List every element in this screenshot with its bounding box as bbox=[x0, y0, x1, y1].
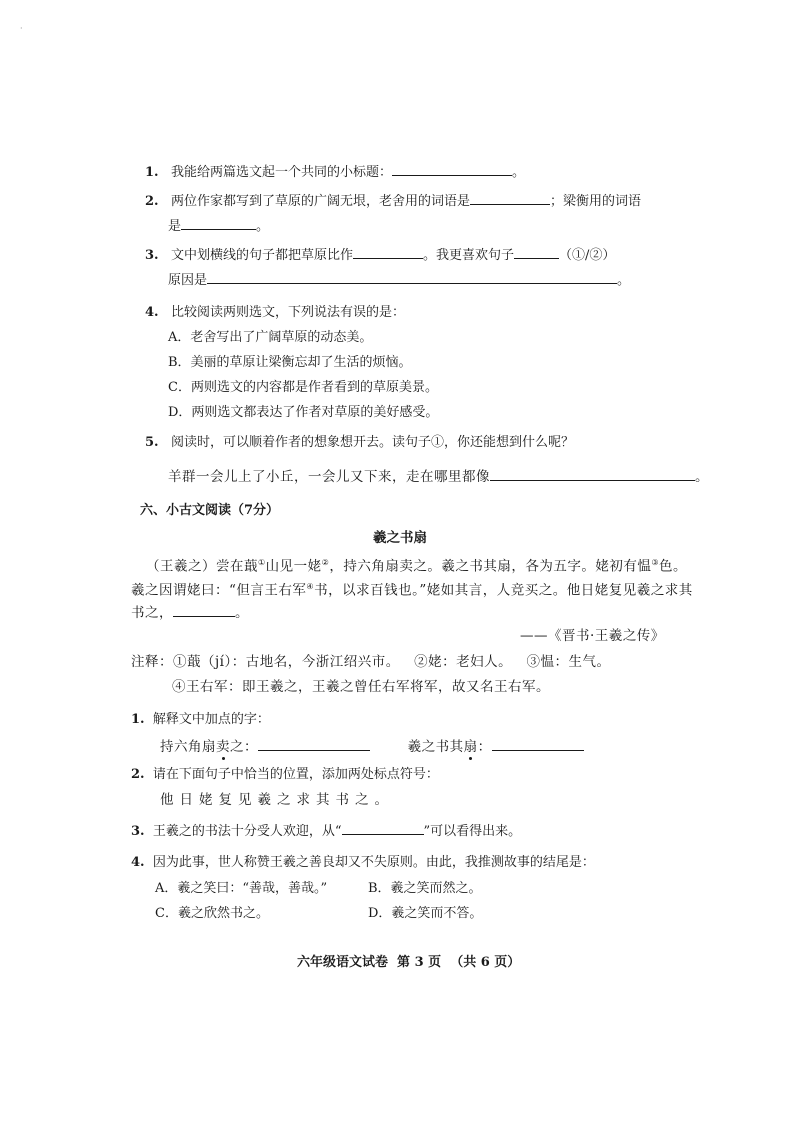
answer-blank[interactable] bbox=[181, 217, 256, 230]
question-6-1 bbox=[131, 712, 270, 728]
answer-blank[interactable] bbox=[342, 822, 424, 835]
question-5-2 bbox=[145, 192, 641, 210]
note-4: ④王右军：即王羲之，王羲之曾任右军将军，故又名王右军。 bbox=[172, 679, 550, 695]
passage-text: 书之， bbox=[131, 605, 173, 621]
question-text: 王羲之的书法十分受人欢迎，从“ bbox=[152, 824, 342, 839]
note-marker: ① bbox=[258, 558, 266, 567]
dotted-char: 卖 bbox=[216, 739, 230, 755]
question-5-3-line2 bbox=[168, 271, 630, 289]
answer-blank[interactable] bbox=[258, 738, 370, 751]
passage-title: 羲之书扇 bbox=[373, 530, 427, 546]
question-text: 因为此事，世人称赞王羲之善良却又不失原则。由此，我推测故事的结尾是： bbox=[152, 855, 595, 870]
question-number: 5. bbox=[145, 435, 159, 450]
question-6-1-items bbox=[160, 738, 584, 755]
option-c[interactable]: C．两则选文的内容都是作者看到的草原美景。 bbox=[168, 380, 438, 395]
question-number: 1. bbox=[145, 165, 159, 180]
question-text-line2: 是 bbox=[168, 219, 182, 234]
question-6-4 bbox=[131, 855, 595, 871]
option-a[interactable]: A．老舍写出了广阔草原的动态美。 bbox=[168, 330, 373, 345]
answer-blank[interactable] bbox=[514, 246, 559, 259]
period: 。 bbox=[617, 273, 631, 288]
passage-text: ，持六角扇卖之。羲之书其扇，各为五字。姥初有愠 bbox=[329, 558, 652, 575]
passage-source: ——《晋书·王羲之传》 bbox=[520, 628, 665, 644]
note-1: ①蕺（jí）：古地名，今浙江绍兴市。 bbox=[173, 654, 400, 670]
passage-text: 色。 bbox=[659, 558, 688, 575]
period: 。 bbox=[235, 605, 249, 621]
question-number: 4. bbox=[145, 305, 159, 320]
option-c[interactable]: C．羲之欣然书之。 bbox=[155, 906, 269, 921]
choice-hint: （①/②） bbox=[559, 248, 616, 263]
question-number: 1. bbox=[131, 712, 145, 727]
passage-text: （王羲之）尝在蕺 bbox=[146, 558, 258, 575]
question-text: 请在下面句子中恰当的位置，添加两处标点符号： bbox=[152, 767, 439, 782]
note-marker: ③ bbox=[651, 558, 660, 567]
punctuation-sentence[interactable]: 他日姥复见羲之求其书之。 bbox=[160, 792, 394, 808]
option-b[interactable]: B．羲之笑而然之。 bbox=[368, 881, 482, 896]
question-5-5-answer bbox=[168, 468, 709, 485]
question-6-3 bbox=[131, 822, 521, 840]
question-text-cont: ；梁衡用的词语 bbox=[550, 194, 642, 209]
question-text-cont: 。我更喜欢句子 bbox=[423, 248, 515, 263]
answer-blank[interactable] bbox=[492, 738, 584, 751]
passage-text: 书，以求百钱也。”姥如其言，人竞买之。他日姥复见羲之求其 bbox=[314, 582, 693, 599]
question-5-3 bbox=[145, 246, 615, 264]
option-a[interactable]: A．羲之笑曰：“善哉，善哉。” bbox=[155, 881, 328, 896]
answer-blank[interactable] bbox=[392, 163, 512, 176]
passage-text: 羲之因谓姥曰：“但言王右军 bbox=[131, 582, 307, 599]
question-text: 比较阅读两则选文，下列说法有误的是： bbox=[170, 305, 405, 320]
answer-blank[interactable] bbox=[470, 192, 550, 205]
passage-line-1 bbox=[146, 555, 687, 575]
dotted-char: 扇 bbox=[463, 739, 478, 755]
period: 。 bbox=[256, 219, 270, 234]
period: 。 bbox=[695, 469, 709, 485]
question-text: 我能给两篇选文起一个共同的小标题： bbox=[170, 165, 392, 180]
question-5-1 bbox=[145, 163, 525, 181]
question-5-4 bbox=[145, 305, 405, 321]
option-d[interactable]: D．羲之笑而不答。 bbox=[368, 906, 483, 921]
question-number: 3. bbox=[145, 248, 159, 263]
answer-blank[interactable] bbox=[207, 271, 617, 284]
question-text: 两位作家都写到了草原的广阔无垠，老舍用的词语是 bbox=[170, 194, 470, 209]
question-number: 4. bbox=[131, 855, 145, 870]
corner-mark: · bbox=[20, 24, 23, 33]
note-2: ②姥：老妇人。 bbox=[414, 654, 513, 670]
question-number: 2. bbox=[145, 194, 159, 209]
notes-label: 注释： bbox=[131, 654, 173, 670]
question-6-2 bbox=[131, 767, 439, 783]
passage-line-3 bbox=[131, 604, 249, 621]
question-text: 阅读时，可以顺着作者的想象想开去。读句子①，你还能想到什么呢？ bbox=[170, 435, 574, 450]
question-number: 2. bbox=[131, 767, 145, 782]
question-number: 3. bbox=[131, 824, 145, 839]
passage-line-2 bbox=[131, 579, 693, 599]
item-text: ： bbox=[477, 739, 492, 755]
answer-blank[interactable] bbox=[173, 604, 235, 617]
note-marker: ④ bbox=[306, 582, 315, 591]
passage-text: 山见一姥 bbox=[265, 558, 322, 575]
page-footer: 六年级语文试卷 第 3 页 （共 6 页） bbox=[297, 955, 521, 970]
item-text: 持六角扇 bbox=[160, 739, 216, 755]
period: 。 bbox=[512, 165, 526, 180]
item-text: 之： bbox=[230, 739, 258, 755]
option-d[interactable]: D．两则选文都表达了作者对草原的美好感受。 bbox=[168, 405, 439, 420]
question-text-cont: ”可以看得出来。 bbox=[423, 824, 522, 839]
question-5-2-line2 bbox=[168, 217, 269, 235]
note-marker: ② bbox=[321, 558, 330, 567]
note-3: ③愠：生气。 bbox=[526, 654, 611, 670]
option-b[interactable]: B．美丽的草原让梁衡忘却了生活的烦恼。 bbox=[168, 355, 412, 370]
question-text: 文中划横线的句子都把草原比作 bbox=[170, 248, 353, 263]
question-5-5 bbox=[145, 435, 574, 451]
answer-prompt: 羊群一会儿上了小丘，一会儿又下来，走在哪里都像 bbox=[168, 469, 490, 485]
notes bbox=[131, 654, 611, 670]
answer-blank[interactable] bbox=[490, 468, 695, 481]
item-text: 羲之书其 bbox=[407, 739, 464, 755]
answer-blank[interactable] bbox=[353, 246, 423, 259]
question-text-line2: 原因是 bbox=[168, 273, 208, 288]
section-heading: 六、小古文阅读（7分） bbox=[140, 503, 280, 518]
question-text: 解释文中加点的字： bbox=[152, 712, 270, 727]
